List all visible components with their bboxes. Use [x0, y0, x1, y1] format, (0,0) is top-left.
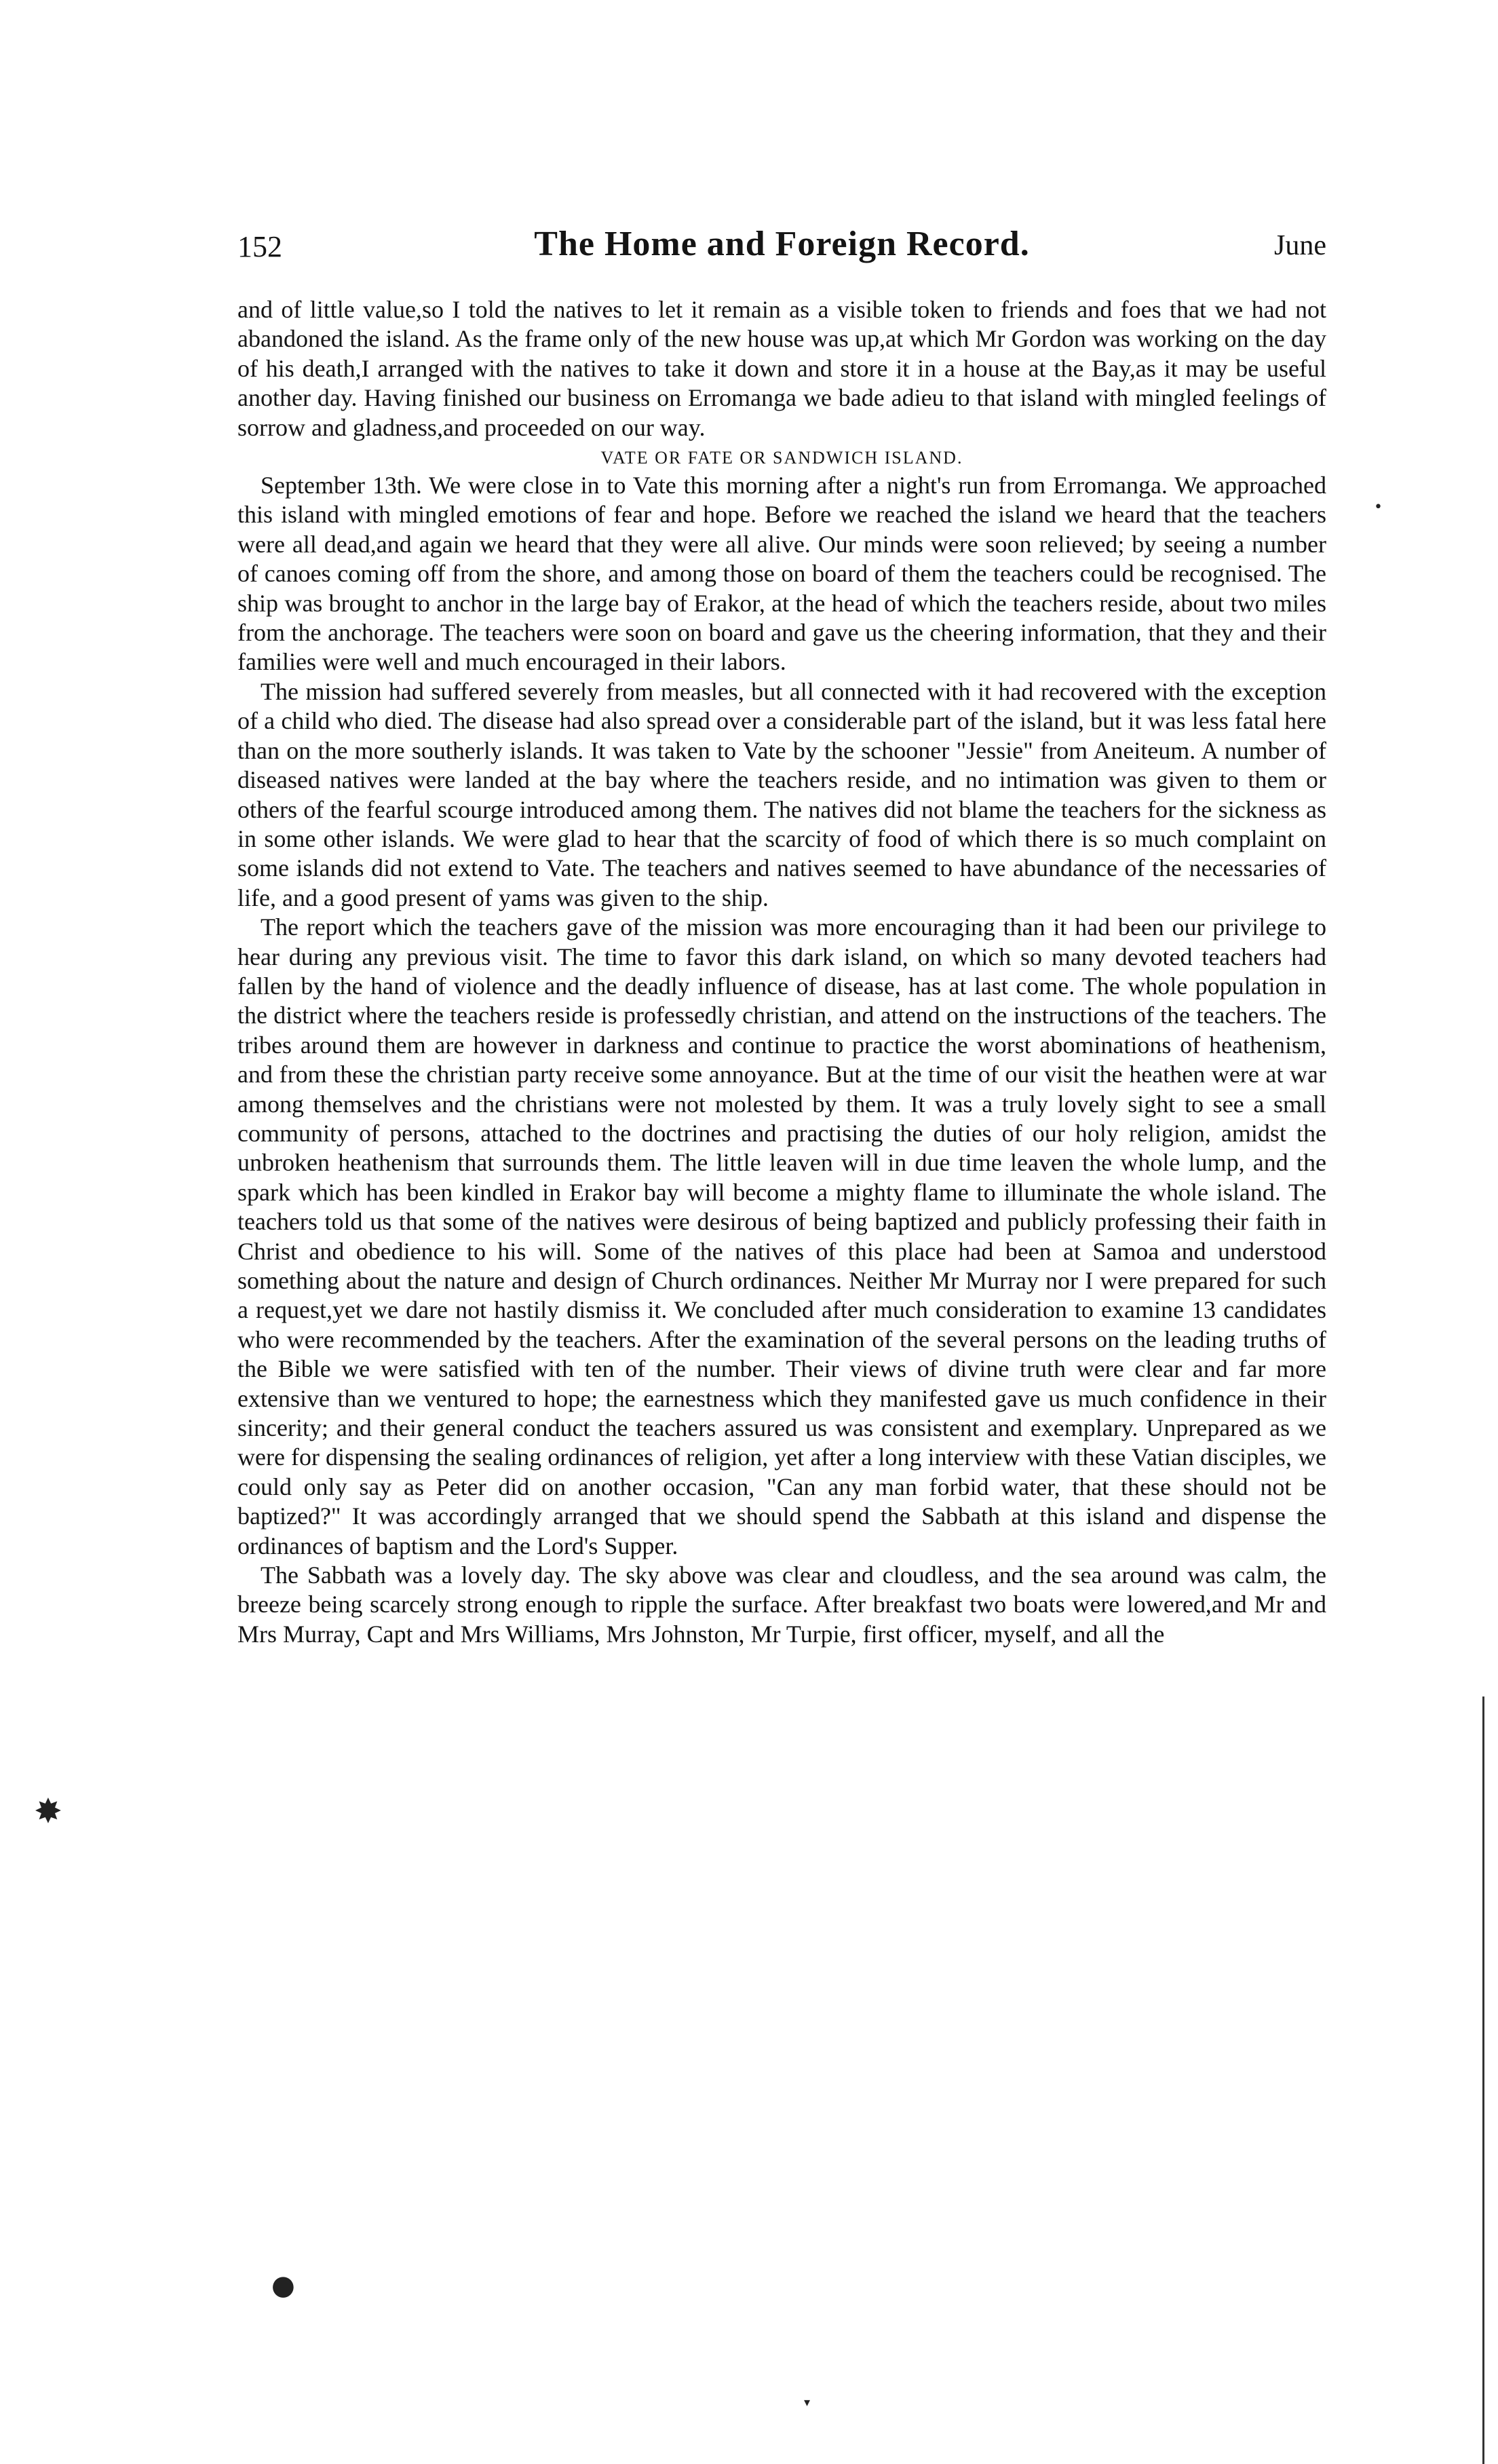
margin-ink-blot-icon: ✸ [34, 1792, 62, 1831]
section-heading: VATE OR FATE OR SANDWICH ISLAND. [600, 448, 963, 468]
article-body [237, 295, 1326, 1649]
page-number: 152 [237, 230, 282, 263]
running-header [237, 224, 1326, 271]
paragraph-sabbath: The Sabbath was a lovely day. The sky above was clear and cloudless, and the sea around was calm, the breeze being scarcely strong enough to ripple the surface. After breakfast two boats were lowered,and Mr and Mrs Murray, Capt and Mrs Williams, Mrs Johnston, Mr Turpie, first officer, myself, and all the [237, 1561, 1326, 1648]
paragraph-report: The report which the teachers gave of the mission was more encouraging than it had been our privilege to hear during any previous visit. The time to favor this dark island, on which so many devoted teachers had fallen by the hand of violence and the deadly influence of disease, has at last come. The whole population in the district where the teachers reside is professedly christian, and attend on the instructions of the teachers. The tribes around them are however in darkness and continue to practice the worst abominations of heathenism, and from these the christian party receive some annoyance. But at the time of our visit the heathen were at war among themselves and the christians were not molested by them. It was a truly lovely sight to see a small community of persons, attached to the doctrines and practising the duties of our holy religion, amidst the unbroken heathenism that surrounds them. The little leaven will in due time leaven the whole lump, and the spark which has been kindled in Erakor bay will become a mighty flame to illuminate the whole island. The teachers told us that some of the natives were desirous of being baptized and publicly professing their faith in Christ and obedience to his will. Some of the natives of this place had been at Samoa and understood something about the nature and design of Church ordinances. Neither Mr Murray nor I were prepared for such a request,yet we dare not hastily dismiss it. We concluded after much consideration to examine 13 candidates who were recommended by the teachers. After the examination of the several persons on the leading truths of the Bible we were satisfied with ten of the number. Their views of divine truth were clear and far more extensive than we ventured to hope; the earnestness which they manifested gave us much confidence in their sincerity; and their general conduct the teachers assured us was consistent and exemplary. Unprepared as we were for dispensing the sealing ordinances of religion, yet after a long interview with these Vatian disciples, we could only say as Peter did on another occasion, "Can any man forbid water, that these should not be baptized?" It was accordingly arranged that we should spend the Sabbath at this island and dispense the ordinances of baptism and the Lord's Supper. [237, 913, 1326, 1559]
paragraph-september: September 13th. We were close in to Vate this morning after a night's run from Erromanga. We approached this island with mingled emotions of fear and hope. Before we reached the island we heard that the teachers were all dead,and again we heard that they were all alive. Our minds were soon relieved; by seeing a number of canoes coming off from the shore, and among those on board of them the teachers could be recognised. The ship was brought to anchor in the large bay of Erakor, at the head of which the teachers reside, about two miles from the anchorage. The teachers were soon on board and gave us the cheering information, that they and their families were well and much encouraged in their labors. [237, 472, 1326, 676]
journal-title: The Home and Foreign Record. [534, 225, 1030, 263]
right-edge-dot-icon: • [1374, 499, 1383, 516]
bottom-dot-icon: ▾ [804, 2395, 811, 2410]
header-month: June [1274, 230, 1326, 261]
paragraph-mission-measles: The mission had suffered severely from measles, but all connected with it had recovered with the exception of a child who died. The disease had also spread over a considerable part of the island, but it was less fatal here than on the more southerly islands. It was taken to Vate by the schooner "Jessie" from Aneiteum. A number of diseased natives were landed at the bay where the teachers reside, and no intimation was given to them or others of the fearful scourge introduced among them. The natives did not blame the teachers for the sickness as in some other islands. We were glad to hear that the scarcity of food of which there is so much complaint on some islands did not extend to Vate. The teachers and natives seemed to have abundance of the necessaries of life, and a good present of yams was given to the ship. [237, 677, 1326, 911]
bottom-ink-blot-icon: ● [271, 2270, 295, 2301]
page-edge-rule [1482, 1697, 1484, 2464]
paragraph-continuation: and of little value,so I told the natives to let it remain as a visible token to friends and foes that we had not abandoned the island. As the frame only of the new house was up,at which Mr Gordon was working on the day of his death,I arranged with the natives to take it down and store it in a house at the Bay,as it may be useful another day. Having finished our business on Erromanga we bade adieu to that island with mingled feelings of sorrow and gladness,and proceeded on our way. [237, 296, 1326, 441]
